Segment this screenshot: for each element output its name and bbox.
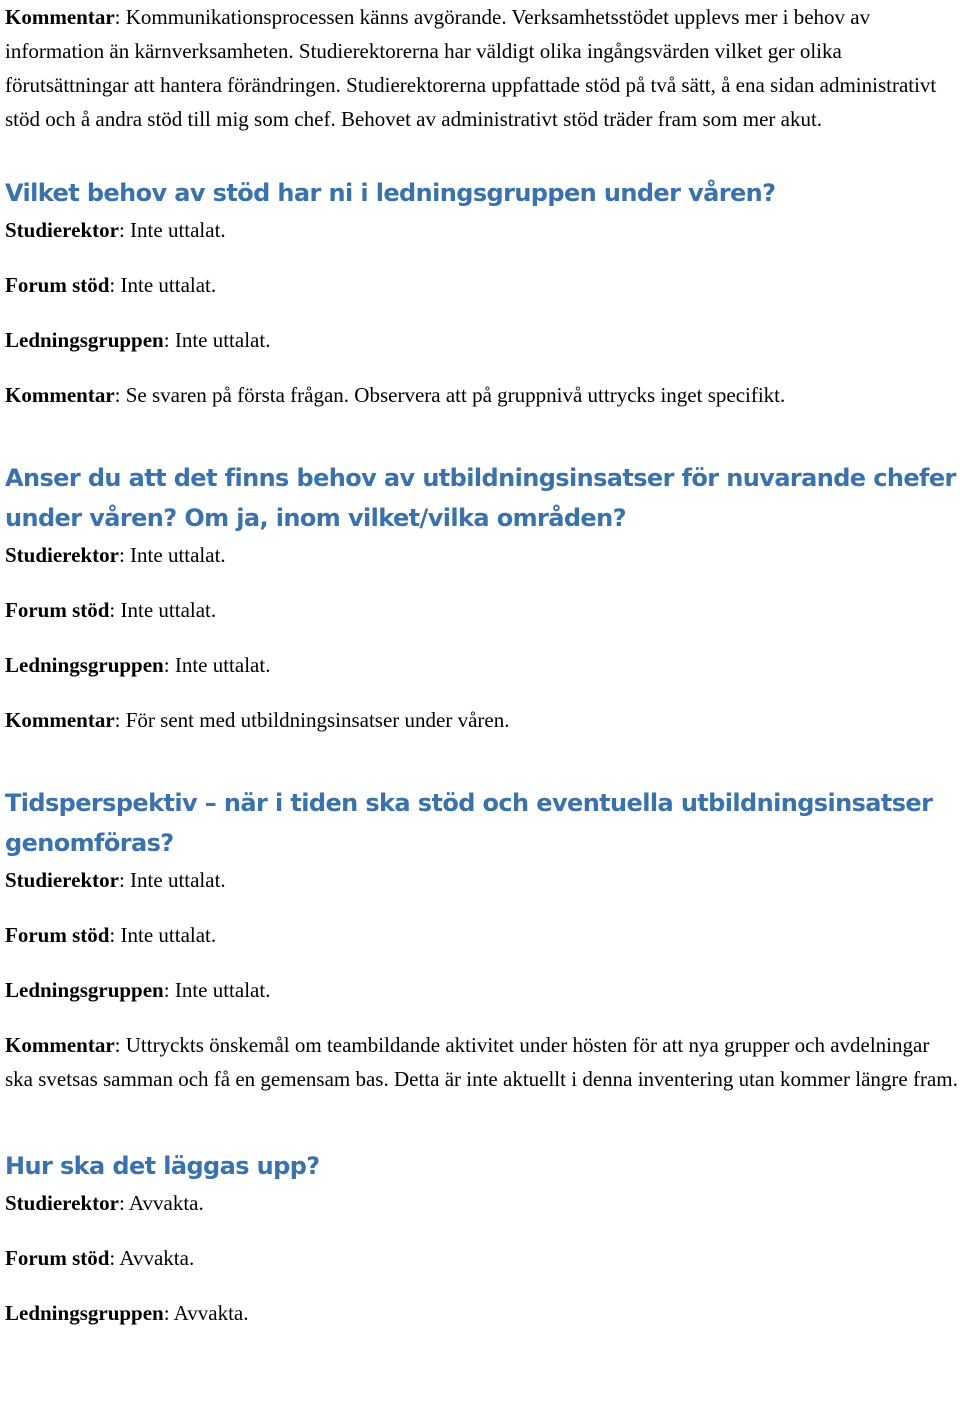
answer-label: Forum stöd <box>5 598 110 622</box>
answer-label: Studierektor <box>5 218 119 242</box>
section-tidsperspektiv <box>5 783 960 1096</box>
answer-value: Inte uttalat. <box>120 598 217 622</box>
answer-value: Avvakta. <box>173 1301 249 1325</box>
answer-studierektor: Studierektor: Inte uttalat. <box>5 543 226 567</box>
answer-forum-stod: Forum stöd: Inte uttalat. <box>5 598 217 622</box>
section-heading: Hur ska det läggas upp? <box>5 1152 320 1180</box>
section-heading: Tidsperspektiv – när i tiden ska stöd och eventuella utbildningsinsatser genomföras? <box>5 789 933 857</box>
answer-label: Studierektor <box>5 543 119 567</box>
comment-label: Kommentar <box>5 708 115 732</box>
section-utbildningsbehov <box>5 458 960 737</box>
comment-text: Se svaren på första frågan. Observera att på gruppnivå uttrycks inget specifikt. <box>125 383 786 407</box>
answer-label: Forum stöd <box>5 1246 110 1270</box>
comment-text: Uttryckts önskemål om teambildande aktivitet under hösten för att nya grupper och avdelningar ska svetsas samman och få en gemensam bas. Detta är inte aktuellt i denna inventering utan kommer längre fram. <box>5 1033 958 1091</box>
answer-label: Forum stöd <box>5 923 110 947</box>
comment-label: Kommentar <box>5 1033 115 1057</box>
answer-studierektor: Studierektor: Inte uttalat. <box>5 218 226 242</box>
answer-value: Inte uttalat. <box>130 543 226 567</box>
answer-forum-stod: Forum stöd: Avvakta. <box>5 1246 195 1270</box>
section-stodbehov <box>5 173 960 412</box>
intro-comment-label: Kommentar <box>5 5 115 29</box>
answer-value: Avvakta. <box>119 1246 195 1270</box>
document-page <box>5 0 960 1330</box>
answer-value: Avvakta. <box>128 1191 204 1215</box>
answer-label: Studierektor <box>5 1191 119 1215</box>
answer-label: Ledningsgruppen <box>5 1301 164 1325</box>
answer-label: Forum stöd <box>5 273 110 297</box>
answer-label: Studierektor <box>5 868 119 892</box>
comment-text: För sent med utbildningsinsatser under våren. <box>125 708 510 732</box>
answer-label: Ledningsgruppen <box>5 978 164 1002</box>
intro-comment-text: Kommunikationsprocessen känns avgörande. Verksamhetsstödet upplevs mer i behov av information än kärnverksamheten. Studierektorerna har väldigt olika ingångsvärden vilket ger olika förutsättningar att hantera förändringen. Studierektorerna uppfattade stöd på två sätt, å ena sidan administrativt stöd och å andra stöd till mig som chef. Behovet av administrativt stöd träder fram som mer akut. <box>5 5 937 131</box>
section-comment: Kommentar: Uttryckts önskemål om teambildande aktivitet under hösten för att nya grupper och avdelningar ska svetsas samman och få en gemensam bas. Detta är inte aktuellt i denna inventering utan kommer längre fram. <box>5 1033 958 1091</box>
answer-label: Ledningsgruppen <box>5 328 164 352</box>
section-upplagg <box>5 1146 960 1330</box>
section-heading: Anser du att det finns behov av utbildningsinsatser för nuvarande chefer under våren? Om ja, inom vilket/vilka områden? <box>5 464 956 532</box>
answer-value: Inte uttalat. <box>130 218 226 242</box>
section-heading: Vilket behov av stöd har ni i ledningsgruppen under våren? <box>5 179 776 207</box>
intro-comment: Kommentar: Kommunikationsprocessen känns avgörande. Verksamhetsstödet upplevs mer i behov av information än kärnverksamheten. Studierektorerna har väldigt olika ingångsvärden vilket ger olika förutsättningar att hantera förändringen. Studierektorerna uppfattade stöd på två sätt, å ena sidan administrativt stöd och å andra stöd till mig som chef. Behovet av administrativt stöd träder fram som mer akut. <box>5 5 937 131</box>
answer-studierektor: Studierektor: Avvakta. <box>5 1191 204 1215</box>
section-comment: Kommentar: Se svaren på första frågan. Observera att på gruppnivå uttrycks inget specifikt. <box>5 383 786 407</box>
answer-value: Inte uttalat. <box>130 868 226 892</box>
answer-value: Inte uttalat. <box>174 978 271 1002</box>
answer-value: Inte uttalat. <box>120 923 217 947</box>
answer-forum-stod: Forum stöd: Inte uttalat. <box>5 923 217 947</box>
answer-value: Inte uttalat. <box>120 273 217 297</box>
answer-studierektor: Studierektor: Inte uttalat. <box>5 868 226 892</box>
comment-label: Kommentar <box>5 383 115 407</box>
answer-value: Inte uttalat. <box>174 328 271 352</box>
answer-label: Ledningsgruppen <box>5 653 164 677</box>
answer-forum-stod: Forum stöd: Inte uttalat. <box>5 273 217 297</box>
answer-ledningsgruppen: Ledningsgruppen: Inte uttalat. <box>5 653 271 677</box>
answer-value: Inte uttalat. <box>174 653 271 677</box>
answer-ledningsgruppen: Ledningsgruppen: Inte uttalat. <box>5 328 271 352</box>
answer-ledningsgruppen: Ledningsgruppen: Inte uttalat. <box>5 978 271 1002</box>
section-comment: Kommentar: För sent med utbildningsinsatser under våren. <box>5 708 510 732</box>
answer-ledningsgruppen: Ledningsgruppen: Avvakta. <box>5 1301 249 1325</box>
